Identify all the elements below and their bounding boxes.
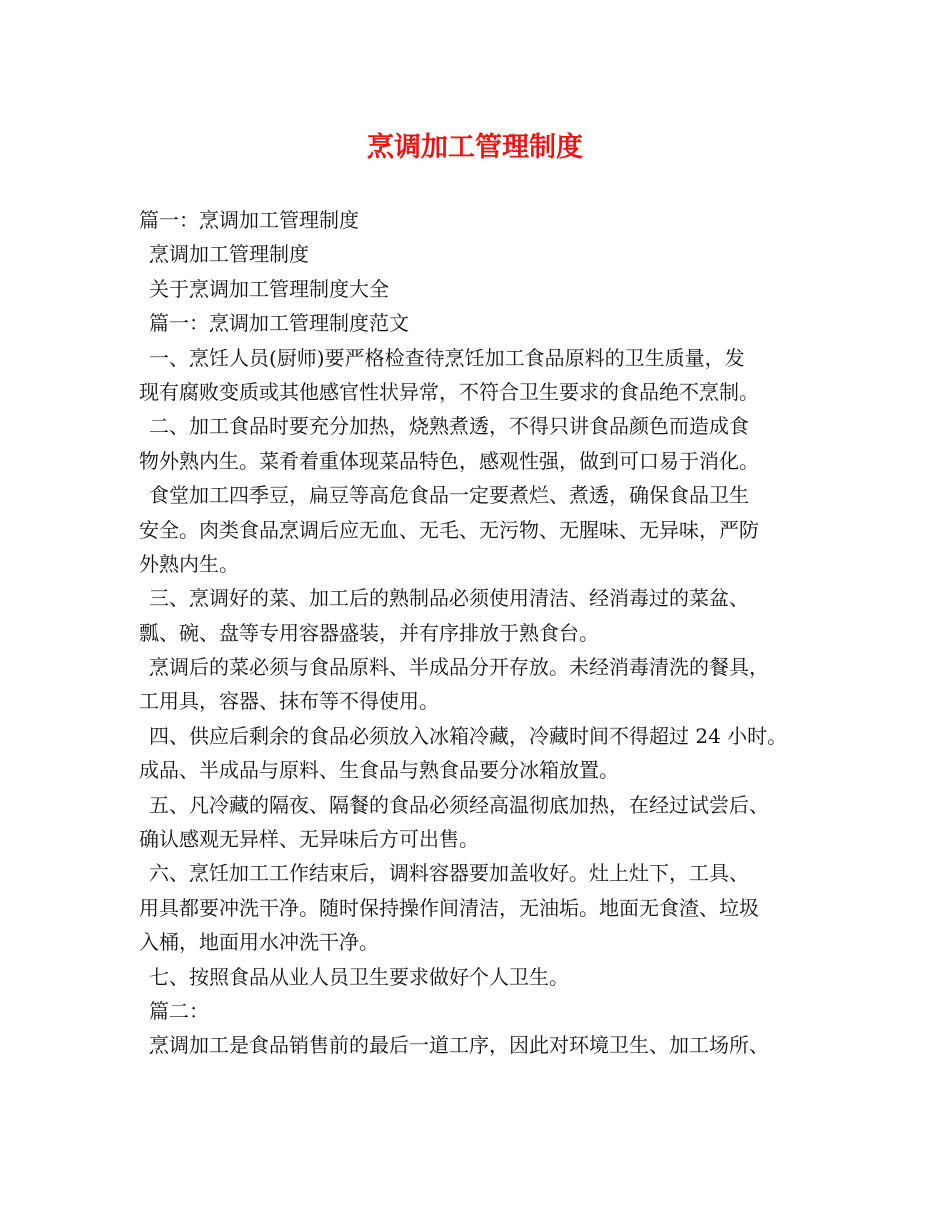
text-line: 瓢、碗、盘等专用容器盛装，并有序排放于熟食台。 <box>139 620 599 645</box>
paragraph <box>139 581 839 650</box>
text-line: 成品、半成品与原料、生食品与熟食品要分冰箱放置。 <box>139 758 619 783</box>
paragraph <box>139 237 839 271</box>
text-line: 四、供应后剩余的食品必须放入冰箱冷藏，冷藏时间不得超过 24 小时。 <box>149 723 788 748</box>
text-line: 现有腐败变质或其他感官性状异常，不符合卫生要求的食品绝不烹制。 <box>139 379 759 404</box>
text-line: 安全。肉类食品烹调后应无血、无毛、无污物、无腥味、无异味，严防 <box>139 517 759 542</box>
paragraph <box>139 856 839 959</box>
text-line: 关于烹调加工管理制度大全 <box>149 276 389 301</box>
text-line: 七、按照食品从业人员卫生要求做好个人卫生。 <box>149 964 569 989</box>
paragraph <box>139 994 839 1028</box>
text-line: 入桶，地面用水冲洗干净。 <box>139 930 379 955</box>
paragraph <box>139 306 839 340</box>
paragraph <box>139 719 839 788</box>
text-line: 烹调加工管理制度 <box>149 242 309 267</box>
document-body <box>139 203 839 1063</box>
paragraph <box>139 341 839 410</box>
text-line: 一、烹饪人员(厨师)要严格检查待烹饪加工食品原料的卫生质量，发 <box>149 345 745 370</box>
text-line: 三、烹调好的菜、加工后的熟制品必须使用清洁、经消毒过的菜盆、 <box>149 586 749 611</box>
text-line: 物外熟内生。菜肴着重体现菜品特色，感观性强，做到可口易于消化。 <box>139 448 759 473</box>
text-line: 篇一：烹调加工管理制度范文 <box>149 311 409 336</box>
text-line: 篇一：烹调加工管理制度 <box>139 208 359 232</box>
paragraph <box>139 1028 839 1062</box>
text-line: 六、烹饪加工工作结束后，调料容器要加盖收好。灶上灶下，工具、 <box>149 861 749 886</box>
paragraph <box>139 960 839 994</box>
paragraph <box>139 788 839 857</box>
text-line: 五、凡冷藏的隔夜、隔餐的食品必须经高温彻底加热，在经过试尝后、 <box>149 792 769 817</box>
paragraph <box>139 272 839 306</box>
text-line: 二、加工食品时要充分加热，烧熟煮透，不得只讲食品颜色而造成食 <box>149 414 749 439</box>
document-title: 烹调加工管理制度 <box>367 132 583 163</box>
text-line: 用具都要冲洗干净。随时保持操作间清洁，无油垢。地面无食渣、垃圾 <box>139 895 759 920</box>
text-line: 工用具，容器、抹布等不得使用。 <box>139 689 439 714</box>
text-line: 确认感观无异样、无异味后方可出售。 <box>139 827 479 852</box>
text-line: 烹调后的菜必须与食品原料、半成品分开存放。未经消毒清洗的餐具， <box>149 655 769 680</box>
paragraph <box>139 478 839 581</box>
text-line: 外熟内生。 <box>139 551 239 576</box>
paragraph <box>139 409 839 478</box>
text-line: 食堂加工四季豆，扁豆等高危食品一定要煮烂、煮透，确保食品卫生 <box>149 483 749 508</box>
text-line: 烹调加工是食品销售前的最后一道工序，因此对环境卫生、加工场所、 <box>149 1033 769 1058</box>
paragraph <box>139 650 839 719</box>
text-line: 篇二： <box>149 998 209 1023</box>
paragraph <box>139 203 839 237</box>
